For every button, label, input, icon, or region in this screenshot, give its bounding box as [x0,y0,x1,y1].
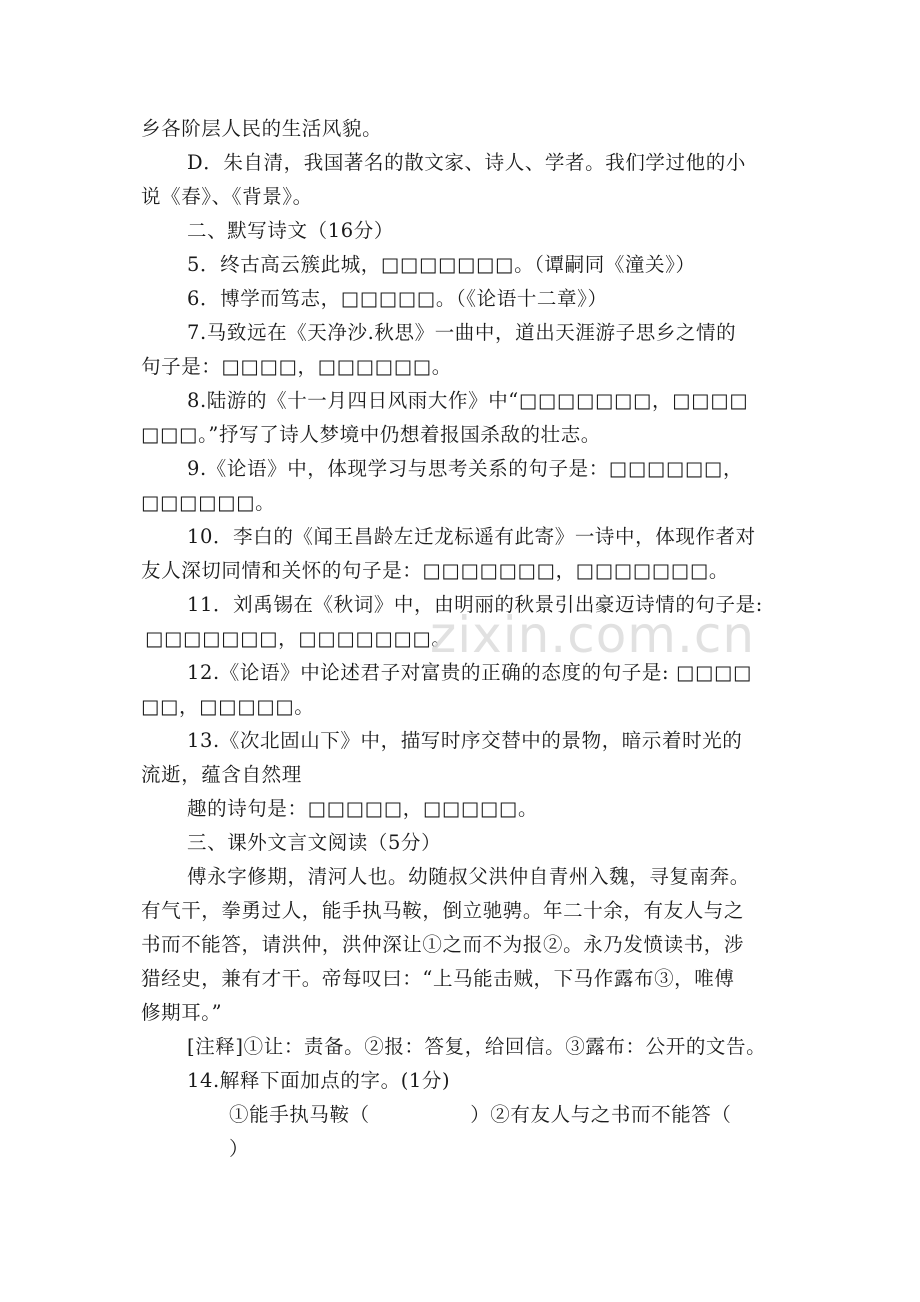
text-line: □□□□□□□，□□□□□□□。 [145,627,452,650]
text-line: ） [229,1137,250,1160]
text-line: 二、默写诗文（16分） [187,219,394,242]
text-line: [注释]①让：责备。②报：答复，给回信。③露布：公开的文告。 [187,1035,767,1058]
text-line: 8.陆游的《十一月四日风雨大作》中“□□□□□□□，□□□□ [187,389,749,412]
text-line: D．朱自清，我国著名的散文家、诗人、学者。我们学过他的小 [187,151,746,174]
text-line: 10．李白的《闻王昌龄左迁龙标遥有此寄》一诗中，体现作者对 [187,525,756,548]
text-line: 书而不能答，请洪仲，洪仲深让①之而不为报②。永乃发愤读书，涉 [141,933,745,956]
text-line: 13.《次北固山下》中，描写时序交替中的景物，暗示着时光的 [187,729,743,752]
watermark: zixin.com.cn [430,606,756,664]
text-line: 14.解释下面加点的字。(1分) [187,1069,451,1092]
text-line: 说《春》、《背景》。 [141,185,313,208]
text-line: 猎经史，兼有才干。帝每叹曰：“上马能击贼，下马作露布③，唯傅 [141,967,735,990]
text-line: 傅永字修期，清河人也。幼随叔父洪仲自青州入魏，寻复南奔。 [187,865,750,888]
text-line: 流逝，蕴含自然理 [141,763,302,786]
text-line: 7.马致远在《天净沙.秋思》一曲中，道出天涯游子思乡之情的 [187,321,737,344]
text-line: 乡各阶层人民的生活风貌。 [141,117,383,140]
document-body [141,112,791,1166]
text-line: 趣的诗句是：□□□□□，□□□□□。 [187,797,539,820]
text-line: 句子是：□□□□，□□□□□□。 [141,355,452,378]
text-line: □□□□□□。 [141,491,276,514]
text-line: □□□。”抒写了诗人梦境中仍想着报国杀敌的壮志。 [141,423,601,446]
text-line: 6．博学而笃志，□□□□□。（《论语十二章》） [187,287,608,310]
text-line: 三、课外文言文阅读（5分） [187,831,442,854]
text-line: 友人深切同情和关怀的句子是：□□□□□□□，□□□□□□□。 [141,559,729,582]
text-line: 12.《论语》中论述君子对富贵的正确的态度的句子是: □□□□ [187,661,753,684]
text-line: 5．终古高云簇此城，□□□□□□□。（谭嗣同《潼关》） [187,253,696,276]
text-line: 有气干，拳勇过人，能手执马鞍，倒立驰骋。年二十余，有友人与之 [141,899,745,922]
text-line: ①能手执马鞍（ ）②有友人与之书而不能答（ [229,1103,732,1126]
text-line: □□，□□□□□。 [141,695,315,718]
text-line: 9.《论语》中，体现学习与思考关系的句子是：□□□□□□， [187,457,744,480]
text-line: 11．刘禹锡在《秋词》中，由明丽的秋景引出豪迈诗情的句子是: [187,593,763,616]
text-line: 修期耳。” [141,1001,223,1024]
